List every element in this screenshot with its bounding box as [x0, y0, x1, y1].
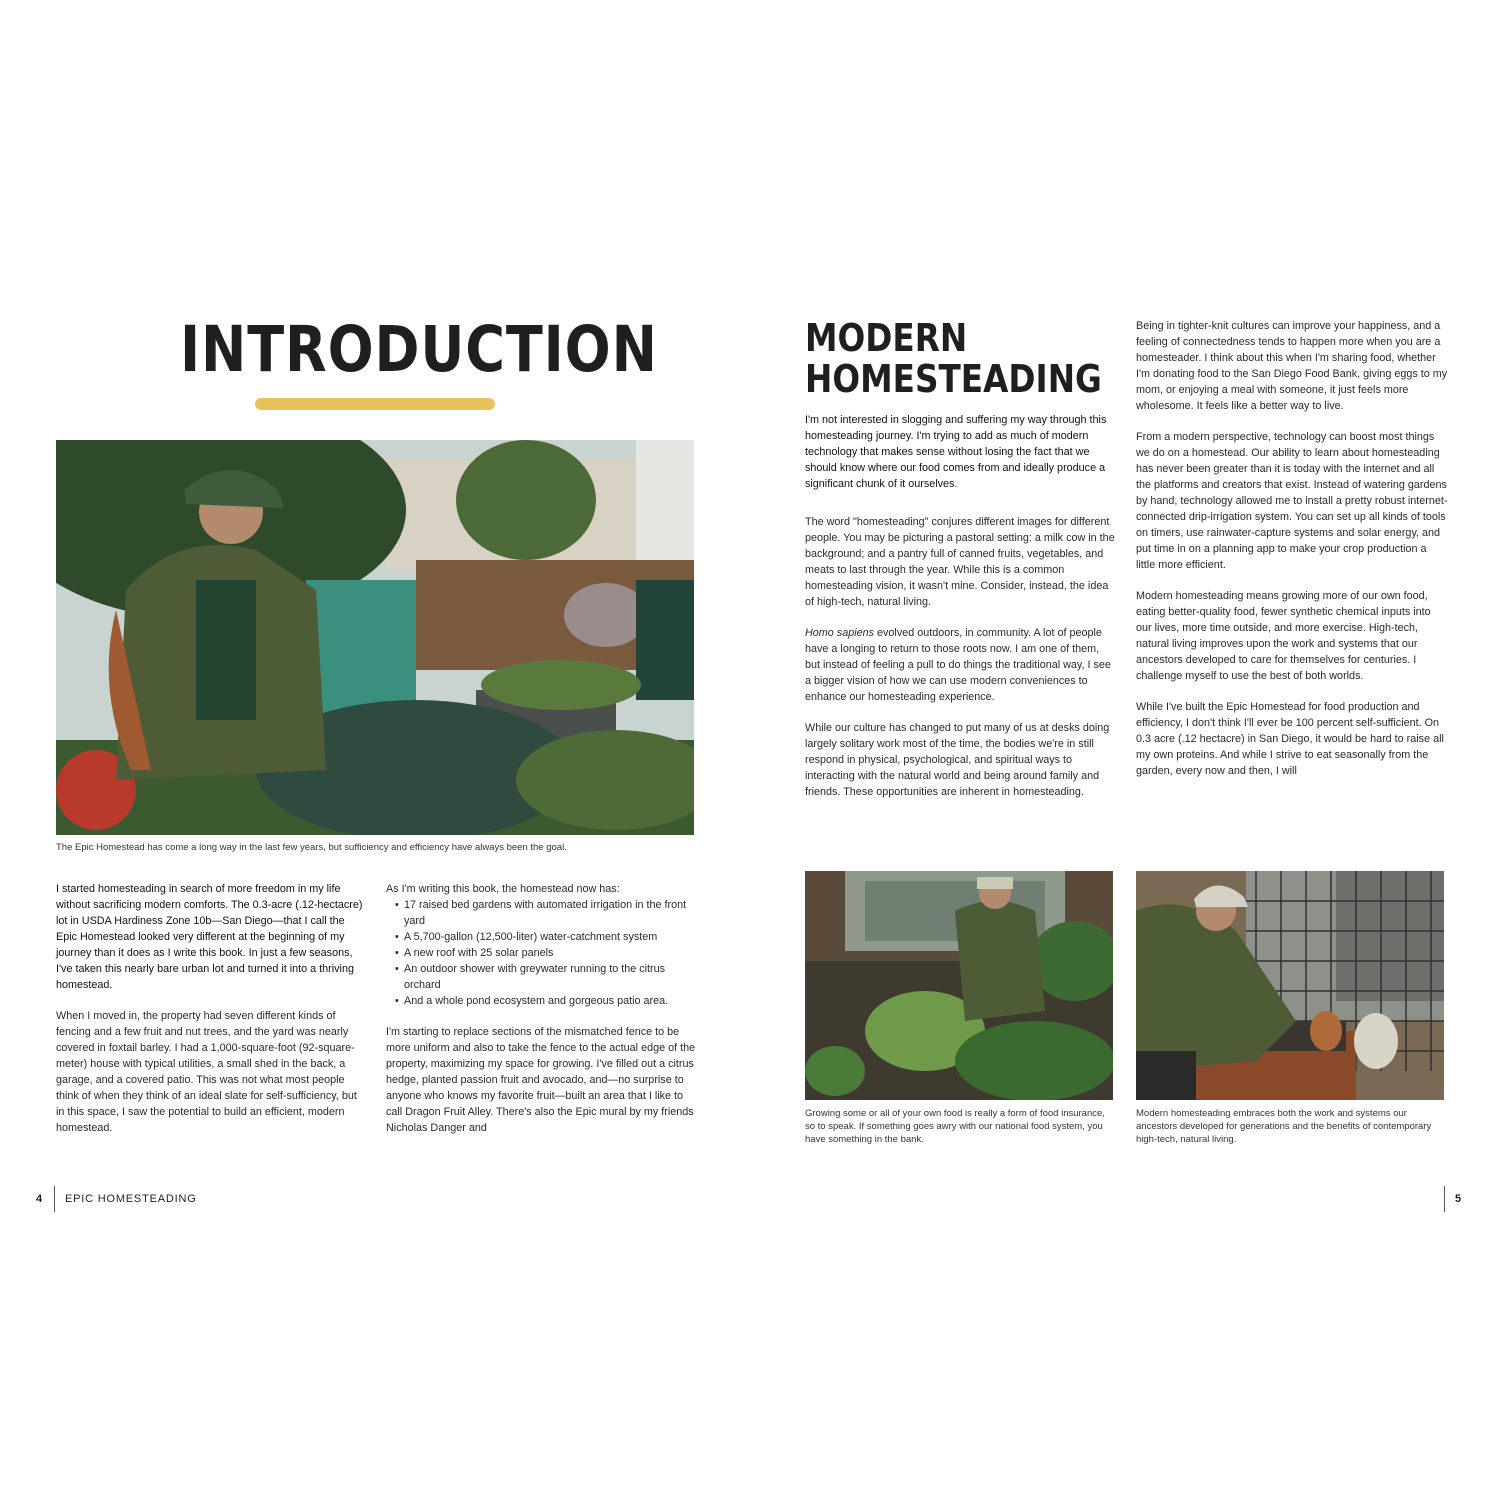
folio-divider-left — [54, 1186, 55, 1212]
modern-lead-paragraph: I'm not interested in slogging and suffering my way through this homesteading journey. I'm trying to add as much of modern technology that makes sense without losing the fact that we should know where our food comes from and ideally produce a significant chunk of it ourselves. — [805, 414, 1107, 490]
running-head: EPIC HOMESTEADING — [65, 1193, 197, 1205]
page-title-introduction: INTRODUCTION — [180, 313, 658, 386]
intro-paragraph-1: I started homesteading in search of more freedom in my life without sacrificing modern comforts. The 0.3-acre (.12-hectacre) lot in USDA Hardiness Zone 10b—San Diego—that I call the Epic Homestead looked very different at the beginning of my journey than it does as I write this book. In just a few seasons, I've taken this nearly bare urban lot and turned it into a thriving homestead. — [56, 883, 363, 991]
page-number-left: 4 — [36, 1193, 43, 1205]
hero-photo-gardener-kale — [56, 440, 694, 835]
modern-paragraph-5: From a modern perspective, technology can boost most things we do on a homestead. Our ability to learn about homesteading has never been greater than it is today with the internet and all the platforms and creators that exist. Instead of watering gardens by hand, technology allowed me to install a pretty robust internet-connected drip-irrigation system. You can set up all kinds of tools on timers, use rainwater-capture systems and solar energy, and put time in on a planning app to make your crop production a little more efficient. — [1136, 431, 1448, 571]
list-item: • An outdoor shower with greywater running to the citrus orchard — [386, 961, 696, 993]
hero-photo-caption: The Epic Homestead has come a long way in the last few years, but sufficiency and efficiency have always been the goal. — [56, 842, 567, 853]
photo-gardener-chickens — [1136, 871, 1444, 1100]
page-number-right: 5 — [1455, 1193, 1462, 1205]
title-underline-bar — [255, 398, 495, 410]
photo-chickens-caption: Modern homesteading embraces both the work and systems our ancestors developed for generations and the benefits of contemporary high-tech, natural living. — [1136, 1108, 1432, 1145]
left-column-1 — [56, 881, 368, 1151]
folio-divider-right — [1444, 1186, 1445, 1212]
intro-paragraph-3: I'm starting to replace sections of the mismatched fence to be more uniform and also to take the fence to the actual edge of the property, maximizing my space for growing. I've filled out a citrus hedge, planted passion fruit and avocado, and—no surprise to anyone who knows my favorite fruit—built an area that I like to call Dragon Fruit Alley. There's also the Epic mural by my friends Nicholas Danger and — [386, 1026, 696, 1134]
list-item: • A new roof with 25 solar panels — [386, 945, 696, 961]
modern-paragraph-7: While I've built the Epic Homestead for food production and efficiency, I don't think I'll ever be 100 percent self-sufficient. On 0.3 acre (.12 hectacre) in San Diego, it would be hard to raise all my own proteins. And while I strive to eat seasonally from the garden, every now and then, I will — [1136, 701, 1444, 777]
list-item: • A 5,700-gallon (12,500-liter) water-catchment system — [386, 929, 696, 945]
homo-sapiens-italic: Homo sapiens — [805, 627, 875, 639]
section-title-line-2: HOMESTEADING — [805, 357, 1102, 401]
modern-paragraph-2 — [805, 625, 1117, 705]
list-item: • 17 raised bed gardens with automated irrigation in the front yard — [386, 897, 696, 929]
modern-paragraph-3: While our culture has changed to put many of us at desks doing largely solitary work most of the time, the bodies we're in still respond in physical, psychological, and spiritual ways to interacting with the natural world and being around family and friends. These opportunities are inherent in homesteading. — [805, 722, 1110, 798]
right-column-2 — [1136, 318, 1448, 794]
homestead-features-list — [386, 897, 696, 1009]
photo-gardener-cabbage — [805, 871, 1113, 1100]
section-title-modern-homesteading — [805, 316, 1102, 401]
photo-cabbage-caption: Growing some or all of your own food is really a form of food insurance, so to speak. If something goes awry with our national food system, you have something in the bank. — [805, 1108, 1105, 1145]
intro-paragraph-2: When I moved in, the property had seven different kinds of fencing and a few fruit and nut trees, and the yard was nearly covered in foxtail barley. I had a 1,000-square-foot (92-square-meter) house with typical utilities, a small shed in the back, a garage, and a covered patio. This was not what most people think of when they think of an ideal slate for self-sufficiency, but in this space, I saw the potential to build an efficient, modern homestead. — [56, 1010, 357, 1134]
list-item: • And a whole pond ecosystem and gorgeous patio area. — [386, 993, 696, 1009]
modern-paragraph-1: The word "homesteading" conjures different images for different people. You may be picturing a pastoral setting: a milk cow in the background; and a pantry full of canned fruits, vegetables, and meats to last through the year. While this is a common homesteading vision, it wasn't mine. Consider, instead, the idea of high-tech, natural living. — [805, 516, 1115, 608]
modern-paragraph-6: Modern homesteading means growing more of our own food, eating better-quality food, fewer synthetic chemical inputs into our lives, more time outside, and more exercise. High-tech, natural living improves upon the work and systems that our ancestors developed to care for themselves for centuries. I challenge myself to use the best of both worlds. — [1136, 590, 1431, 682]
left-column-2 — [386, 881, 696, 1151]
right-column-1 — [805, 412, 1117, 815]
modern-paragraph-4: Being in tighter-knit cultures can improve your happiness, and a feeling of connectedness tends to happen more when you are a homesteader. I think about this when I'm sharing food, whether I'm donating food to the San Diego Food Bank, giving eggs to my mom, or enjoying a meal with someone, it just feels more wholesome. It feels like a better way to live. — [1136, 320, 1448, 412]
homestead-list-intro: As I'm writing this book, the homestead now has: — [386, 883, 620, 895]
modern-paragraph-2-text: evolved outdoors, in community. A lot of people have a longing to return to those roots now. I am one of them, but instead of feeling a pull to do things the traditional way, I see a bigger vision of how we can use modern conveniences to enhance our homesteading experience. — [805, 627, 1111, 703]
section-title-line-1: MODERN — [805, 316, 968, 360]
